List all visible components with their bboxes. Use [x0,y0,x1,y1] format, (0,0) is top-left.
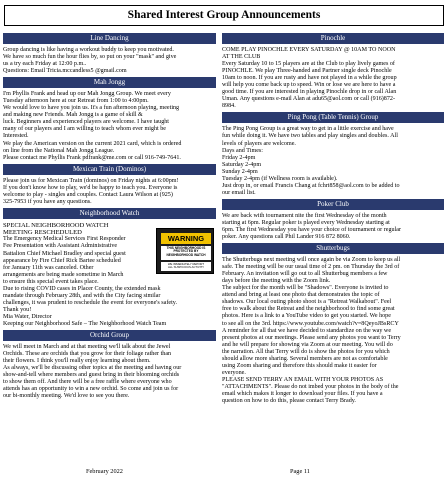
shutterbugs-text: The Shutterbugs next meeting will once again be via Zoom to keep us all safe. The meeting will be our usual time of 2 pm. on Thursday the 3rd of February. An invitation will go out to all Shutterbug members a few days before the meeting with the Zoom link. The subject for the month will be "Shadows". Everyone is invited to attend and bring at least one photo that demonstrates the topic of shadows. Our local outing photo shoot is a "Retreat Walkabout". Feel free to walk about the Retreat and the neighborhood to find some great photos. Here is a link to a YouTube video to get you started. We hope to see all on the 3rd. https://www.youtube.com/watch?v=8QeyoJBsRCY A reminder for all that we have decided to standardize on the way we present photos at our meetings. Please send any photos you want to Terry and he will prepare for showing via Zoom at our meeting. You will do the narration. All that Terry will do is show the photos for you which should allow more sharing. Several members are not as comfortable using Zoom sharing and therefore this should make it easier for everyone. PLEASE SEND TERRY AN EMAIL WITH YOUR PHOTOS AS "ATTACHMENTS". Please do not imbed your photos in the body of the email which makes it longer to download your files. If you have a question on how to do this, please contact Terry Brady. [222,257,401,405]
warning-sign-text: THIS NEIGHBORHOOD IS PROTECTED BY NEIGHBORHOOD WATCH [161,246,211,260]
page-title: Shared Interest Group Announcements [4,5,444,26]
mexican-train-text: Please join us for Mexican Train (dominos) on Friday nights at 6:00pm! If you don't know how to play, we'd be happy to teach you. Everyone is welcome to play - singles and couples. Contact Laura Wilson at (925) 325-7953 if you have any questions. [3,177,179,205]
neighborhood-watch-header: Neighborhood Watch [3,208,216,219]
poker-club-header: Poker Club [222,199,444,210]
neighborhood-watch-title: SPECIAL NEIGHBORHOOD WATCH MEETING RESCHEDULED [3,221,109,237]
orchid-group-text: We will meet in March and at that meeting we'll talk about the Jewel Orchids. These are orchids that you grow for their foliage rather than their flowers. I think you'll really enjoy learning about them. As always, we'll be discussing other topics at the meeting and having our show-and-tell where members and guest bring in their blooming orchids to show them off. And there will be a free raffle where everyone who attends has an opportunity to win a new orchid. So come and join us for our bi-monthly meeting. We'd love to see you there. [3,344,182,400]
warning-sign-title: WARNING [161,233,211,244]
ping-pong-header: Ping Pong (Table Tennis) Group [222,112,444,123]
right-column [222,31,444,405]
shutterbugs-header: Shutterbugs [222,243,444,254]
poker-club-text: We are back with tournament nite the first Wednesday of the month starting at 6pm. Regular poker is played every Wednesday starting at 6pm. The first Wednesday you have your choice of tournament or regular poker. Any questions call Phil Lander 916 872 8060. [222,212,401,241]
footer-page-number: Page 11 [290,468,310,475]
pinochle-text: COME PLAY PINOCHLE EVERY SATURDAY @ 10AM TO NOON AT THE CLUB Every Saturday 10 to 15 players are at the Club to play lively games of PINOCHLE. We play Three-handed and Partner single deck Pinochle 10am to noon. If you are rusty and have not played in a while the group will help you come back up to speed. Win or lose we are here to have a good time. If you are interested in playing Pinochle drop in or call Alan Uman. Any questions e-mail Alan at adu65@aol.com or call (916)872- 8984. [222,47,397,110]
footer-date: February 2022 [86,468,123,475]
orchid-group-header: Orchid Group [3,330,216,341]
mah-jongg-text: I'm Phyllis Frank and head up our Mah Jongg Group. We meet every Tuesday afternoon here at our Retreat from 1:00 to 4:00pm. We would love to have you join us. It's a fun afternoon playing, meeting and making new Friends. Mah Jongg is a game of skill & luck. Beginners and experienced players are welcome. I have taught many of our players and I am willing to teach whom ever might be Interested. We play the American version on the current 2021 card, which is ordered on line from the National Mah Jongg League. Please contact me Phyllis Frank pdfrank@me.com or call 916-749-7641. [3,91,182,161]
neighborhood-watch-text-top: The Emergency Medical Services First Responder Fee Presentation with Assistant Administrative Battalion Chief Michael Bradley and special guest appearance by Fire Chief Rick Bartee scheduled for January 11th was canceled. Other arrangements are being made sometime in March [3,236,126,278]
line-dancing-header: Line Dancing [3,33,216,44]
neighborhood-watch-text: to ensure this special event takes place. Due to rising COVID cases in Placer County, the extended mask mandate through February 28th, and with the City facing similar challenges, it was prudent to reschedule the event for everyone's safety. Thank you! Mia Water, Director Keeping our Neighborhood Safe – The Neighborhood Watch Team [3,278,177,327]
ping-pong-text: The Ping Pong Group is a great way to get in a little exercise and have fun while doing it. We have two tables and play singles and doubles. All levels of players are welcome. Days and Times: Friday 2-4pm Saturday 2-4pm Sunday 2-4pm Tuesday 2-4pm (if Wellness room is available). Just drop in, or email Francis Chang at fchrt858@aol.com to be added to our email list. [222,126,400,196]
mexican-train-header: Mexican Train (Dominos) [3,164,216,175]
line-dancing-text: Group dancing is like having a workout buddy to keep you motivated. We have so much fun the hour flies by, so put on your "mask" and give us a try each Friday at 12:00 p.m.. Questions: Email Tricia.mccandless5 @gmail.com [3,47,177,75]
warning-sign-image [156,228,214,274]
neighborhood-watch-block [3,222,216,328]
warning-sign-subtext: WE IMMEDIATELY REPORT ALL SUSPICIOUS ACTIVITY [161,262,211,271]
left-column [3,31,216,400]
mah-jongg-header: Mah Jongg [3,77,216,88]
pinochle-header: Pinochle [222,33,444,44]
